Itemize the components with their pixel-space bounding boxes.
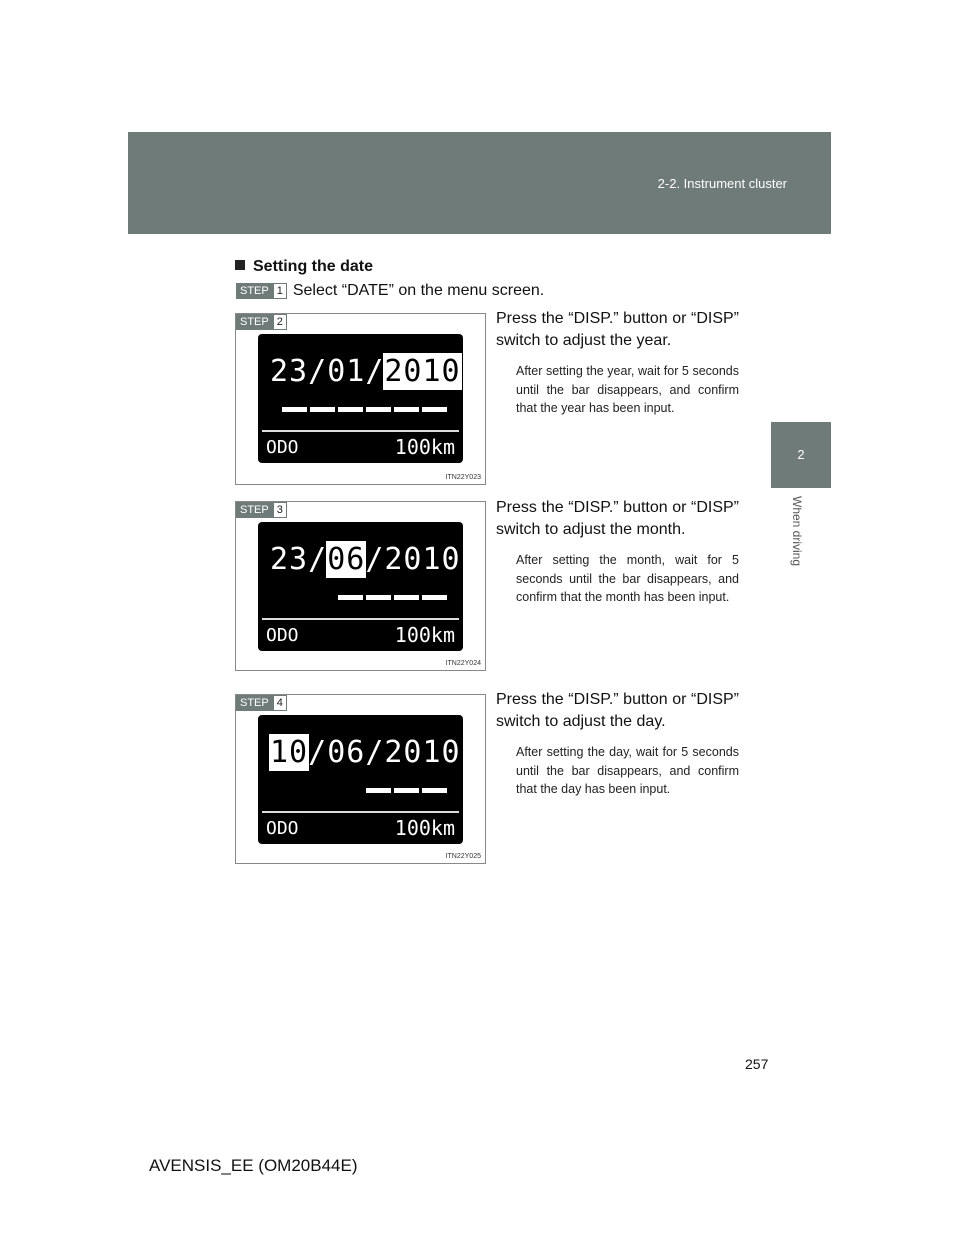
step-badge [236, 283, 287, 299]
figure-code: ITN22Y024 [445, 660, 481, 667]
divider [262, 811, 459, 813]
bar-segment [422, 788, 447, 793]
step-note: After setting the year, wait for 5 seconds until the bar disappears, and confirm that the year has been input. [516, 364, 739, 415]
date-day: 23 [270, 542, 309, 577]
bar-segment [394, 788, 419, 793]
date-separator: / [308, 542, 328, 577]
step-2-text [496, 308, 739, 418]
document-code: AVENSIS_EE (OM20B44E) [149, 1156, 358, 1175]
chapter-tab [771, 422, 831, 488]
step-word: STEP [236, 314, 273, 330]
step-1 [236, 282, 544, 300]
figure-code: ITN22Y025 [445, 853, 481, 860]
date-separator: / [365, 542, 385, 577]
lcd-display [258, 715, 463, 844]
step-badge [236, 314, 287, 330]
countdown-bar [278, 407, 447, 413]
section-title: 2-2. Instrument cluster [657, 176, 787, 191]
step-number: 2 [273, 314, 287, 330]
bar-segment [366, 407, 391, 412]
date-readout [270, 354, 461, 389]
odo-value: 100km [394, 623, 455, 647]
date-separator: / [365, 354, 385, 389]
step-3-text [496, 497, 739, 607]
figure-step-3 [235, 501, 486, 671]
page-number: 257 [745, 1056, 769, 1072]
date-separator: / [308, 735, 328, 770]
date-year: 2010 [384, 542, 461, 577]
step-note: After setting the day, wait for 5 seconds until the bar disappears, and confirm that the day has been input. [516, 745, 739, 796]
date-year-highlighted: 2010 [384, 354, 461, 389]
date-year: 2010 [384, 735, 461, 770]
date-day-highlighted: 10 [270, 735, 309, 770]
date-readout [270, 735, 461, 770]
date-month-highlighted: 06 [327, 542, 366, 577]
section-heading [235, 258, 373, 276]
step-word: STEP [236, 695, 273, 711]
countdown-bar [278, 788, 447, 794]
chapter-number: 2 [797, 447, 805, 462]
step-word: STEP [236, 283, 273, 299]
odo-value: 100km [394, 435, 455, 459]
divider [262, 618, 459, 620]
odo-value: 100km [394, 816, 455, 840]
step-number: 3 [273, 502, 287, 518]
bar-segment [310, 407, 335, 412]
step-badge [236, 695, 287, 711]
odo-label: ODO [266, 437, 299, 458]
chapter-label: When driving [790, 496, 804, 567]
bar-segment [394, 595, 419, 600]
step-instruction: Press the “DISP.” button or “DISP” switch to adjust the month. [496, 499, 739, 538]
date-separator: / [308, 354, 328, 389]
square-bullet-icon [235, 260, 245, 270]
date-month: 06 [327, 735, 366, 770]
bar-segment [366, 788, 391, 793]
figure-step-4 [235, 694, 486, 864]
step-text: Select “DATE” on the menu screen. [292, 282, 545, 299]
step-instruction: Press the “DISP.” button or “DISP” switch to adjust the day. [496, 691, 739, 730]
odo-label: ODO [266, 818, 299, 839]
step-badge [236, 502, 287, 518]
date-separator: / [365, 735, 385, 770]
heading-text: Setting the date [253, 258, 374, 275]
bar-segment [422, 595, 447, 600]
step-word: STEP [236, 502, 273, 518]
step-4-text [496, 689, 739, 799]
step-number: 1 [273, 283, 287, 299]
date-day: 23 [270, 354, 309, 389]
bar-segment [422, 407, 447, 412]
date-month: 01 [327, 354, 366, 389]
divider [262, 430, 459, 432]
lcd-display [258, 522, 463, 651]
bar-segment [282, 407, 307, 412]
countdown-bar [278, 595, 447, 601]
header-band [128, 132, 831, 234]
date-readout [270, 542, 461, 577]
lcd-display [258, 334, 463, 463]
odo-label: ODO [266, 625, 299, 646]
step-number: 4 [273, 695, 287, 711]
step-note: After setting the month, wait for 5 seconds until the bar disappears, and confirm that the month has been input. [516, 553, 739, 604]
bar-segment [394, 407, 419, 412]
bar-segment [366, 595, 391, 600]
bar-segment [338, 407, 363, 412]
figure-code: ITN22Y023 [445, 474, 481, 481]
figure-step-2 [235, 313, 486, 485]
bar-segment [338, 595, 363, 600]
step-instruction: Press the “DISP.” button or “DISP” switch to adjust the year. [496, 310, 739, 349]
